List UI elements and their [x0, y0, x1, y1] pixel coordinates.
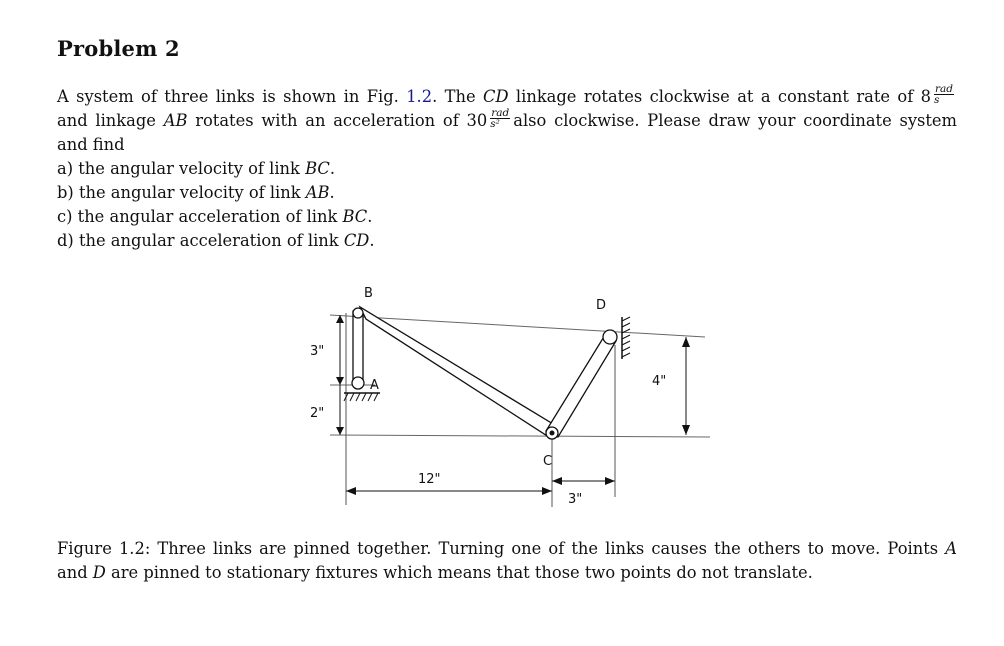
- hatch-line: [622, 317, 630, 321]
- unit-denominator: s²: [490, 118, 500, 130]
- caption-line-2: [57, 561, 957, 585]
- label-a: A: [370, 378, 379, 393]
- question-text: c) the angular acceleration of link: [57, 207, 343, 226]
- label-dim-2in: 2": [310, 406, 325, 421]
- pin-c-center: [550, 431, 555, 436]
- figure-reference-link[interactable]: 1.2: [406, 87, 433, 106]
- label-b: B: [364, 286, 373, 301]
- hatch-line: [622, 347, 630, 351]
- problem-statement: [57, 85, 957, 157]
- label-c: C: [543, 454, 553, 469]
- arrowhead: [682, 337, 690, 347]
- text-segment: A system of three links is shown in Fig.: [57, 87, 407, 106]
- hatch-line: [374, 393, 378, 401]
- label-dim-3in-bottom: 3": [568, 492, 583, 507]
- problem-title: Problem 2: [57, 36, 180, 61]
- arrowhead: [346, 487, 356, 495]
- arrowhead: [552, 477, 562, 485]
- hatch-line: [622, 335, 630, 339]
- pin-a: [352, 377, 364, 389]
- text-segment: . The: [432, 87, 484, 106]
- pin-b: [353, 308, 363, 318]
- hatch-line: [368, 393, 372, 401]
- text-segment: and: [57, 563, 93, 582]
- statement-line-2: [57, 109, 957, 133]
- unit-numerator: rad: [934, 83, 953, 95]
- question-var: BC: [305, 159, 330, 178]
- var-ab: AB: [163, 111, 188, 130]
- text-segment: and linkage: [57, 111, 164, 130]
- var-a: A: [945, 539, 957, 558]
- linkage-figure: [300, 275, 720, 515]
- label-dim-12in: 12": [418, 472, 441, 487]
- unit-numerator: rad: [491, 107, 510, 119]
- link-ab: [353, 311, 363, 383]
- hatch-line: [622, 323, 630, 327]
- figure-caption: [57, 537, 957, 585]
- question-suffix: .: [329, 159, 335, 178]
- text-segment: are pinned to stationary fixtures which means that those two points do not translate.: [105, 563, 813, 582]
- unit-rad-per-s2: [490, 108, 510, 129]
- fixture-d-wall: [622, 317, 630, 359]
- question-list: [57, 157, 375, 253]
- question-b: [57, 181, 375, 205]
- unit-denominator: s: [933, 94, 940, 106]
- fixture-a-ground: [344, 393, 380, 401]
- text-segment: rotates with an acceleration of 30: [187, 111, 488, 130]
- text-segment: Figure 1.2: Three links are pinned together. Turning one of the links causes the others to move. Points: [57, 539, 946, 558]
- text-segment: linkage rotates clockwise at a constant rate of 8: [508, 87, 931, 106]
- arrowhead: [542, 487, 552, 495]
- arrowhead: [336, 427, 344, 435]
- question-d: [57, 229, 375, 253]
- hatch-line: [350, 393, 354, 401]
- hatch-line: [622, 341, 630, 345]
- question-text: b) the angular velocity of link: [57, 183, 306, 202]
- question-suffix: .: [329, 183, 335, 202]
- link-cd: [546, 335, 616, 437]
- label-d: D: [596, 298, 607, 313]
- var-d: D: [92, 563, 106, 582]
- label-dim-4in: 4": [652, 374, 667, 389]
- caption-line-1: [57, 537, 957, 561]
- question-c: [57, 205, 375, 229]
- question-a: [57, 157, 375, 181]
- hatch-line: [622, 353, 630, 357]
- c-level-line: [330, 435, 710, 437]
- arrowhead: [336, 377, 344, 385]
- arrowhead: [605, 477, 615, 485]
- hatch-line: [356, 393, 360, 401]
- question-var: AB: [305, 183, 330, 202]
- unit-rad-per-s: [934, 84, 954, 105]
- question-text: a) the angular velocity of link: [57, 159, 306, 178]
- question-var: BC: [342, 207, 368, 226]
- pin-d: [603, 330, 617, 344]
- hatch-line: [362, 393, 366, 401]
- arrowhead: [682, 425, 690, 435]
- question-suffix: .: [369, 231, 375, 250]
- question-var: CD: [343, 231, 370, 250]
- question-text: d) the angular acceleration of link: [57, 231, 344, 250]
- question-suffix: .: [367, 207, 373, 226]
- statement-line-3: and find: [57, 135, 125, 154]
- statement-line-1: [57, 85, 957, 109]
- text-segment: also clockwise. Please draw your coordinate system: [513, 111, 958, 130]
- label-dim-3in-left: 3": [310, 344, 325, 359]
- var-cd: CD: [483, 87, 509, 106]
